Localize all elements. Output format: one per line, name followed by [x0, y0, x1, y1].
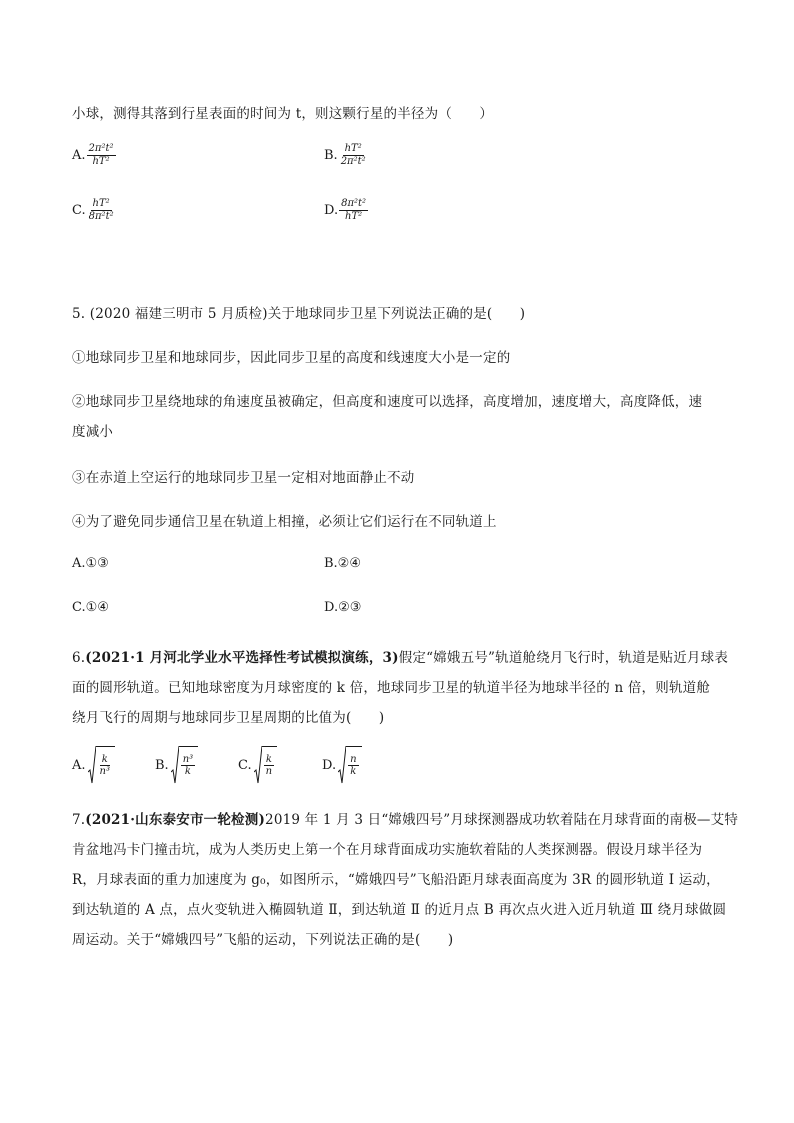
- q6-option-b[interactable]: [155, 746, 198, 784]
- q6-line-3: 绕月飞行的周期与地球同步卫星周期的比值为( ): [72, 710, 385, 726]
- q4-option-b[interactable]: [324, 143, 368, 167]
- fraction: [348, 754, 358, 778]
- q5-statement-4: ④为了避免同步通信卫星在轨道上相撞，必须让它们运行在不同轨道上: [72, 514, 497, 530]
- denominator: n³: [99, 766, 110, 777]
- q5-statement-3: ③在赤道上空运行的地球同步卫星一定相对地面静止不动: [72, 470, 415, 486]
- q7-line-5: 周运动。关于“嫦娥四号”飞船的运动，下列说法正确的是( ): [72, 932, 454, 948]
- q6-number: 6.: [72, 650, 86, 666]
- q6-line-1: [72, 646, 728, 666]
- q6-option-c[interactable]: [238, 746, 277, 784]
- numerator: hT²: [344, 143, 362, 154]
- q6-source: (2021·1 月河北学业水平选择性考试模拟演练，3): [85, 650, 399, 666]
- q6-option-a[interactable]: [72, 746, 115, 784]
- denominator: 2π²t²: [340, 155, 366, 167]
- q7-text: 2019 年 1 月 3 日“嫦娥四号”月球探测器成功软着陆在月球背面的南极—艾特: [265, 812, 739, 828]
- q6-text: 假定“嫦娥五号”轨道舱绕月飞行时，轨道是贴近月球表: [398, 650, 729, 666]
- denominator: 8π²t²: [88, 210, 114, 222]
- fraction: [339, 198, 368, 222]
- q7-number: 7.: [72, 812, 86, 828]
- fraction: [264, 754, 274, 778]
- option-letter: C.: [72, 202, 86, 218]
- denominator: hT²: [92, 155, 110, 167]
- q4-option-a[interactable]: [72, 143, 116, 167]
- fraction: [87, 198, 116, 222]
- numerator: k: [265, 753, 272, 765]
- fraction: [98, 754, 112, 778]
- q4-option-c[interactable]: [72, 198, 116, 222]
- q7-line-2: 肯盆地冯卡门撞击坑，成为人类历史上第一个在月球背面成功实施软着陆的人类探测器。假设月球半径为: [72, 842, 703, 858]
- numerator: 8π²t²: [341, 198, 367, 209]
- q6-option-d[interactable]: [322, 746, 362, 784]
- q5-option-b[interactable]: B.②④: [324, 556, 361, 571]
- q7-line-3: R，月球表面的重力加速度为 g₀，如图所示，“嫦娥四号”飞船沿距月球表面高度为 3R 的圆形轨道 Ⅰ 运动，: [72, 872, 720, 888]
- sqrt-sign: [338, 746, 361, 784]
- q6-line-2: 面的圆形轨道。已知地球密度为月球密度的 k 倍，地球同步卫星的轨道半径为地球半径的 n 倍，则轨道舱: [72, 680, 711, 696]
- option-letter: A.: [72, 147, 86, 163]
- sqrt-sign: [254, 746, 277, 784]
- sqrt-sign: [88, 746, 115, 784]
- q5-option-d[interactable]: D.②③: [324, 600, 362, 615]
- q7-source: (2021·山东泰安市一轮检测): [85, 812, 266, 828]
- q5-statement-2: ②地球同步卫星绕地球的角速度虽被确定，但高度和速度可以选择，高度增加，速度增大，高度降低，速: [72, 394, 703, 410]
- option-letter: A.: [72, 757, 86, 773]
- q5-stem: 5. (2020 福建三明市 5 月质检)关于地球同步卫星下列说法正确的是( ): [72, 306, 526, 322]
- q7-line-1: [72, 808, 738, 828]
- numerator: 2π²t²: [88, 143, 114, 154]
- q5-option-a[interactable]: A.①③: [72, 556, 109, 571]
- fraction: [339, 143, 368, 167]
- option-letter: B.: [155, 757, 169, 773]
- option-letter: D.: [322, 757, 337, 773]
- numerator: hT²: [92, 198, 110, 209]
- q4-stem: 小球，测得其落到行星表面的时间为 t，则这颗行星的半径为（ ）: [72, 106, 494, 122]
- option-letter: B.: [324, 147, 338, 163]
- q5-statement-2-cont: 度减小: [72, 424, 114, 440]
- sqrt-sign: [171, 746, 198, 784]
- denominator: hT²: [345, 210, 363, 222]
- q5-option-c[interactable]: C.①④: [72, 600, 109, 615]
- option-letter: C.: [238, 757, 252, 773]
- denominator: k: [350, 766, 357, 777]
- option-letter: D.: [324, 202, 339, 218]
- fraction: [87, 143, 116, 167]
- q7-line-4: 到达轨道的 A 点，点火变轨进入椭圆轨道 Ⅱ，到达轨道 Ⅱ 的近月点 B 再次点火进入近月轨道 Ⅲ 绕月球做圆: [72, 902, 727, 918]
- numerator: n³: [182, 753, 194, 765]
- q5-statement-1: ①地球同步卫星和地球同步，因此同步卫星的高度和线速度大小是一定的: [72, 350, 511, 366]
- denominator: n: [265, 766, 273, 777]
- numerator: k: [101, 753, 108, 765]
- q4-option-d[interactable]: [324, 198, 368, 222]
- fraction: [181, 754, 195, 778]
- numerator: n: [350, 753, 357, 765]
- denominator: k: [184, 766, 191, 777]
